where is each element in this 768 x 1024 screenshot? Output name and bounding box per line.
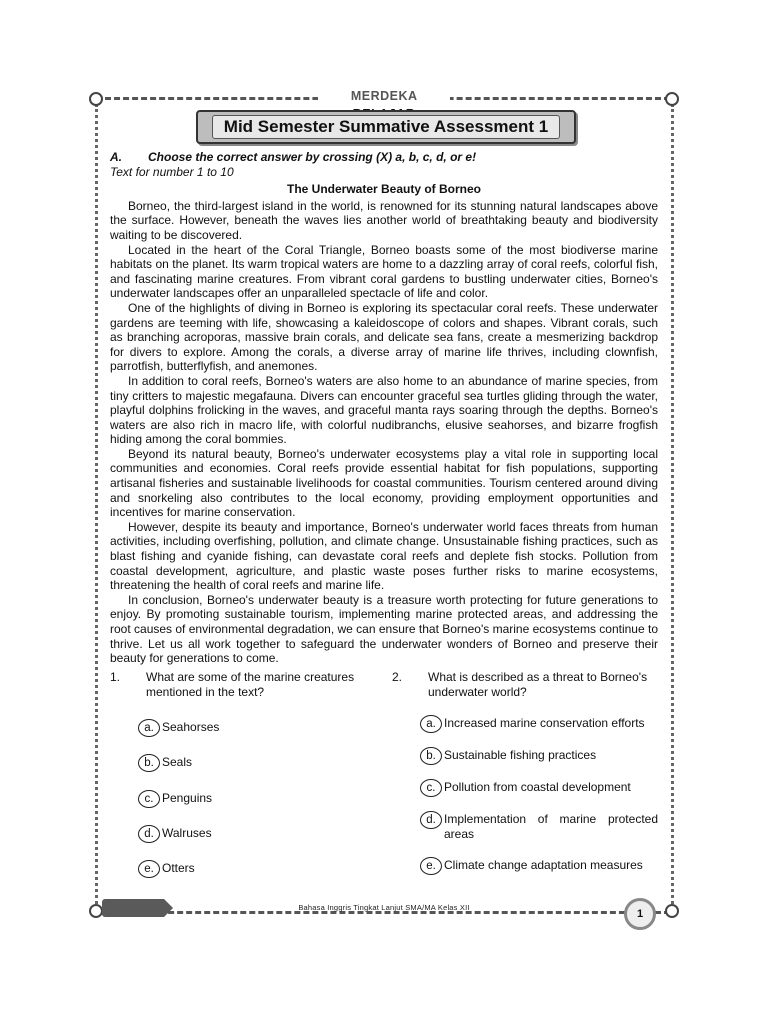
text-range-note: Text for number 1 to 10 — [110, 164, 234, 179]
title-banner — [196, 110, 576, 144]
section-letter: A. — [110, 150, 122, 164]
option-text: Seals — [162, 755, 193, 769]
answer-option-d[interactable] — [138, 826, 212, 843]
answer-option-e[interactable] — [420, 858, 658, 875]
answer-option-e[interactable] — [138, 861, 195, 878]
footer-book-title: Bahasa Inggris Tingkat Lanjut SMA/MA Kelas XII — [298, 903, 470, 912]
answer-option-c[interactable] — [420, 780, 658, 797]
questions-area — [110, 670, 658, 880]
answer-option-a[interactable] — [420, 716, 658, 733]
option-letter-circle: e. — [420, 857, 442, 875]
paragraph: Beyond its natural beauty, Borneo's underwater ecosystems play a vital role in supporting local communities and economies. Coral reefs provide essential habitat for fish populations, supporting artisanal fisheries and sustainable livelihoods for coastal communities. Tourism centered around diving and snorkeling also contributes to the local economy, providing employment opportunities and incentives for marine conservation. — [110, 446, 658, 520]
answer-option-b[interactable] — [138, 755, 192, 772]
option-letter-circle: e. — [138, 860, 160, 878]
frame-corner-ornament — [665, 92, 679, 106]
answer-option-d[interactable] — [420, 812, 658, 841]
option-letter-circle: c. — [420, 779, 442, 797]
brand-light-text: MERDEKA — [350, 89, 418, 103]
question-number: 2. — [392, 670, 403, 684]
option-text: Otters — [162, 861, 195, 875]
answer-option-c[interactable] — [138, 791, 212, 808]
option-letter-circle: c. — [138, 790, 160, 808]
option-letter-circle: a. — [138, 719, 160, 737]
option-text: Implementation of marine protected areas — [444, 812, 658, 841]
frame-right-border — [671, 104, 674, 904]
frame-left-border — [95, 104, 98, 904]
section-heading — [110, 150, 658, 165]
paragraph: In addition to coral reefs, Borneo's waters are also home to an abundance of marine species, from tiny critters to majestic megafauna. Divers can encounter graceful sea turtles gliding through the water, playful dolphins frolicking in the waves, and graceful manta rays soaring through the depths. Borneo's waters are also rich in macro life, with colorful nudibranchs, elusive seahorses, and bizarre frogfish hiding among the coral bommies. — [110, 373, 658, 447]
frame-corner-ornament — [89, 92, 103, 106]
option-letter-circle: b. — [138, 754, 160, 772]
paragraph: One of the highlights of diving in Borneo is exploring its spectacular coral reefs. These underwater gardens are teeming with life, showcasing a kaleidoscope of colors and shapes. Vibrant corals, such as branching acroporas, massive brain corals, and delicate sea fans, create a mesmerizing backdrop for divers to explore. Among the corals, a diverse array of marine life thrives, including clownfish, parrotfish, butterflyfish, and anemones. — [110, 300, 658, 374]
story-title: The Underwater Beauty of Borneo — [286, 182, 482, 197]
section-instruction: Choose the correct answer by crossing (X) a, b, c, d, or e! — [148, 150, 477, 164]
question-text: What is described as a threat to Borneo's underwater world? — [428, 670, 648, 699]
option-text: Walruses — [162, 826, 212, 840]
paragraph: However, despite its beauty and importance, Borneo's underwater world faces threats from human activities, including overfishing, pollution, and climate change. Unsustainable fishing practices, such as blast fishing and cyanide fishing, can devastate coral reefs and deplete fish stocks. Pollution from coastal development, agriculture, and plastic waste poses further risks to marine ecosystems, threatening the health of coral reefs and marine life. — [110, 519, 658, 593]
option-text: Seahorses — [162, 720, 220, 734]
option-letter-circle: d. — [420, 811, 442, 829]
paragraph: Located in the heart of the Coral Triangle, Borneo boasts some of the most biodiverse marine habitats on the planet. Its warm tropical waters are home to a dazzling array of coral reefs, colorful fish, and fascinating marine creatures. From vibrant coral gardens to bustling underwater cities, Borneo's underwater landscapes offer an unparalleled spectacle of life and color. — [110, 242, 658, 301]
paragraph: Borneo, the third-largest island in the world, is renowned for its stunning natural landscapes above the surface. However, beneath the waves lies another world of breathtaking beauty and biodiversity waiting to be discovered. — [110, 198, 658, 242]
option-letter-circle: a. — [420, 715, 442, 733]
answer-option-b[interactable] — [420, 748, 658, 765]
reading-section — [110, 150, 658, 666]
paragraph: In conclusion, Borneo's underwater beauty is a treasure worth protecting for future generations to enjoy. By promoting sustainable tourism, implementing marine protected areas, and addressing the root causes of environmental degradation, we can ensure that Borneo's marine ecosystems continue to thrive. Let us all work together to safeguard the underwater wonders of Borneo and preserve their beauty for generations to come. — [110, 592, 658, 666]
option-text: Pollution from coastal development — [444, 780, 631, 794]
answer-option-a[interactable] — [138, 720, 219, 737]
option-text: Climate change adaptation measures — [444, 858, 643, 872]
option-letter-circle: b. — [420, 747, 442, 765]
page-number: 1 — [624, 898, 656, 930]
option-text: Sustainable fishing practices — [444, 748, 597, 762]
question-number: 1. — [110, 670, 121, 684]
page-title: Mid Semester Summative Assessment 1 — [212, 115, 560, 139]
brand-logo — [318, 87, 450, 105]
option-text: Increased marine conservation efforts — [444, 716, 645, 730]
option-text: Penguins — [162, 791, 213, 805]
question-text: What are some of the marine creatures mentioned in the text? — [146, 670, 355, 699]
option-letter-circle: d. — [138, 825, 160, 843]
